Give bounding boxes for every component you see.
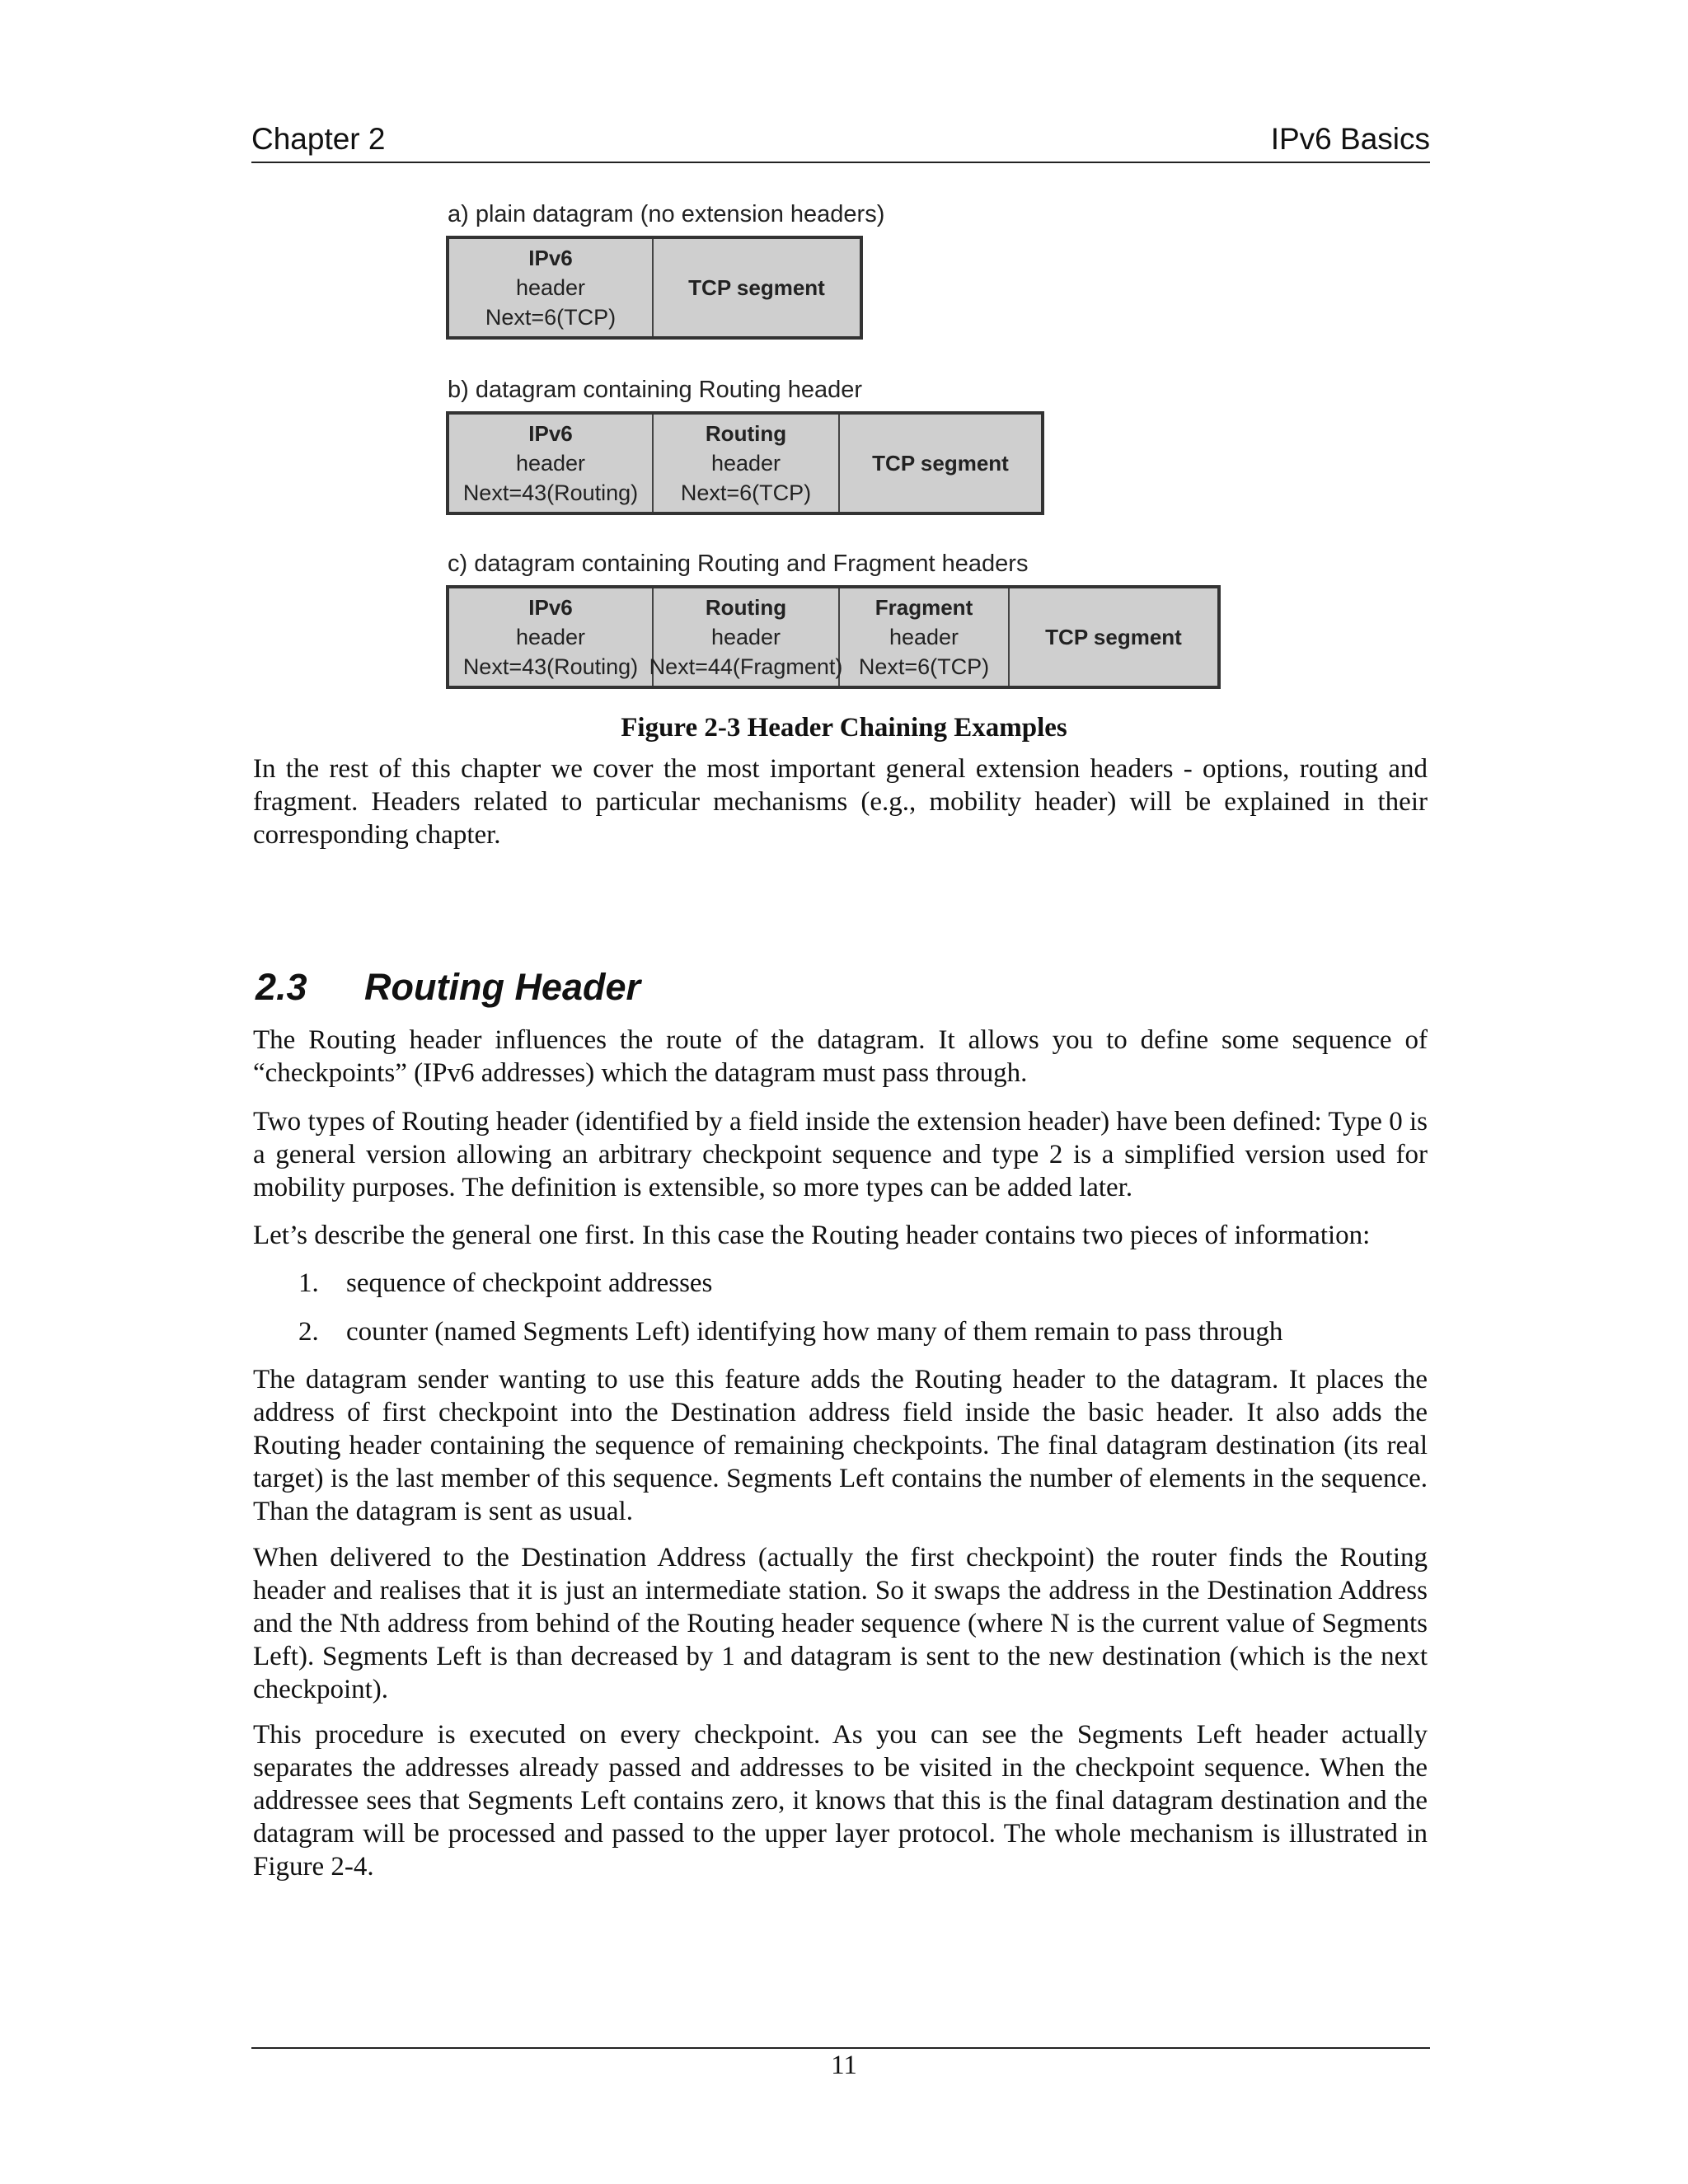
diagram-b-label: b) datagram containing Routing header <box>448 377 862 403</box>
paragraph: Let’s describe the general one first. In this case the Routing header contains two pieces of information: <box>253 1221 1371 1250</box>
ipv6-header-cell <box>449 239 654 336</box>
cell-kind: header <box>515 275 586 300</box>
paragraph: The datagram sender wanting to use this feature adds the Routing header to the datagram. It places the address of first checkpoint into the Destination address field inside the basic header. It also adds the Routing header containing the sequence of remaining checkpoints. The final datagram destination (its real target) is the last member of this sequence. Segments Left contains the number of elements in the sequence. Than the datagram is sent as usual. <box>253 1365 1428 1526</box>
list-item <box>298 1315 1282 1348</box>
segment-label: TCP segment <box>1045 625 1182 649</box>
paragraph: The Routing header influences the route of the datagram. It allows you to define some sequence of “checkpoints” (IPv6 addresses) which the datagram must pass through. <box>253 1025 1428 1088</box>
routing-header-cell <box>649 588 843 686</box>
chapter-title: IPv6 Basics <box>1270 122 1430 156</box>
diagram-b <box>446 411 1044 515</box>
cell-kind: header <box>889 625 959 649</box>
page-header <box>251 120 1430 163</box>
routing-header-cell <box>654 415 840 512</box>
paragraph: When delivered to the Destination Address (actually the first checkpoint) the router finds the Routing header and realises that it is just an intermediate station. So it swaps the address in the Destination Address and the Nth address from behind of the Routing header sequence (where N is the current value of Segments Left). Segments Left is than decreased by 1 and datagram is sent to the new destination (which is the next checkpoint). <box>253 1543 1428 1704</box>
cell-name: IPv6 <box>528 421 573 446</box>
cell-name: IPv6 <box>528 595 573 620</box>
cell-name: IPv6 <box>528 246 573 270</box>
diagram-a <box>446 236 863 340</box>
diagram-c <box>446 585 1221 689</box>
diagram-a-label: a) plain datagram (no extension headers) <box>448 201 885 227</box>
page-number: 11 <box>831 2050 857 2080</box>
ipv6-header-cell <box>449 415 654 512</box>
cell-next: Next=6(TCP) <box>858 654 990 679</box>
cell-next: Next=6(TCP) <box>485 305 617 330</box>
ipv6-header-cell <box>449 588 654 686</box>
cell-next: Next=6(TCP) <box>680 480 812 505</box>
cell-next: Next=43(Routing) <box>462 654 639 679</box>
list-text: sequence of checkpoint addresses <box>346 1268 713 1298</box>
cell-name: Routing <box>705 595 787 620</box>
list-item <box>298 1267 712 1300</box>
tcp-segment-cell <box>654 239 860 336</box>
paragraph: This procedure is executed on every checkpoint. As you can see the Segments Left header actually separates the addresses already passed and addresses to be visited in the checkpoint sequence. When the addressee sees that Segments Left contains zero, it knows that this is the final datagram destination and the datagram will be processed and passed to the upper layer protocol. The whole mechanism is illustrated in Figure 2-4. <box>253 1720 1428 1882</box>
section-title: Routing Header <box>364 966 641 1008</box>
intro-paragraph: In the rest of this chapter we cover the most important general extension headers - options, routing and fragment. Headers related to particular mechanisms (e.g., mobility header) will be explained in their corresponding chapter. <box>253 754 1428 850</box>
cell-name: Routing <box>705 421 787 446</box>
tcp-segment-cell <box>840 415 1041 512</box>
cell-kind: header <box>710 451 781 476</box>
cell-name: Fragment <box>874 595 973 620</box>
section-heading <box>256 966 640 1009</box>
paragraph: Two types of Routing header (identified by a field inside the extension header) have been defined: Type 0 is a general version allowing an arbitrary checkpoint sequence and type 2 is a simplified version used for mobility purposes. The definition is extensible, so more types can be added later. <box>253 1107 1428 1202</box>
segment-label: TCP segment <box>872 451 1009 476</box>
section-number: 2.3 <box>256 966 307 1008</box>
segment-label: TCP segment <box>688 275 825 300</box>
cell-next: Next=44(Fragment) <box>649 654 843 679</box>
chapter-label: Chapter 2 <box>251 122 386 156</box>
fragment-header-cell <box>840 588 1010 686</box>
list-number: 2. <box>298 1317 319 1347</box>
diagram-c-label: c) datagram containing Routing and Fragment headers <box>448 551 1029 577</box>
cell-kind: header <box>515 625 586 649</box>
list-text: counter (named Segments Left) identifying how many of them remain to pass through <box>346 1317 1283 1347</box>
cell-kind: header <box>515 451 586 476</box>
cell-next: Next=43(Routing) <box>462 480 639 505</box>
figure-caption: Figure 2-3 Header Chaining Examples <box>621 713 1067 743</box>
tcp-segment-cell <box>1010 588 1217 686</box>
cell-kind: header <box>710 625 781 649</box>
footer-rule <box>251 2047 1430 2049</box>
list-number: 1. <box>298 1268 319 1298</box>
